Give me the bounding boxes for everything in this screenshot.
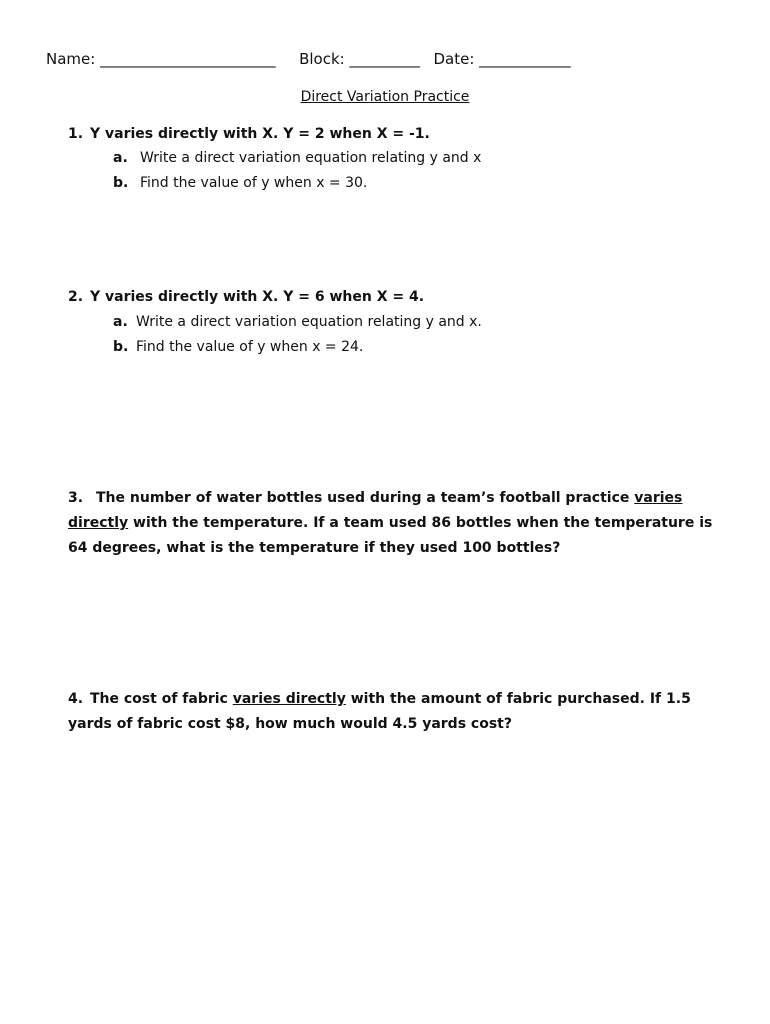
part-letter: b. (113, 339, 129, 355)
question-text: Y varies directly with X. Y = 6 when X = 4. (90, 289, 425, 305)
question-number: 2. (68, 289, 84, 305)
question-1 (68, 122, 728, 147)
header (46, 50, 570, 68)
date-field[interactable]: _____________ (479, 50, 571, 68)
part-letter: a. (113, 150, 128, 166)
date-label: Date: (433, 50, 480, 68)
name-field[interactable]: _________________________ (100, 50, 276, 68)
question-text-start: The number of water bottles used during a team’s football practice (96, 490, 635, 506)
question-1-part-b (113, 171, 367, 196)
question-number: 3. (68, 490, 84, 506)
underlined-term: varies directly (68, 490, 683, 531)
block-field[interactable]: __________ (349, 50, 420, 68)
question-2-part-a (113, 310, 482, 335)
part-text: Find the value of y when x = 24. (136, 339, 364, 355)
question-3 (68, 486, 728, 561)
question-4 (68, 687, 728, 737)
part-text: Write a direct variation equation relating y and x. (136, 314, 482, 330)
question-1-part-a (113, 146, 481, 171)
question-text-end: with the temperature. If a team used 86 bottles when the temperature is 64 degrees, what is the temperature if they used 100 bottles? (68, 515, 713, 556)
part-text: Find the value of y when x = 30. (140, 175, 368, 191)
page-title: Direct Variation Practice (300, 89, 470, 105)
question-2-part-b (113, 335, 363, 360)
underlined-term: varies directly (232, 691, 346, 707)
question-number: 1. (68, 126, 84, 142)
block-label: Block: (299, 50, 350, 68)
question-2 (68, 285, 728, 310)
question-text-start: The cost of fabric (90, 691, 233, 707)
name-label: Name: (46, 50, 101, 68)
part-text: Write a direct variation equation relating y and x (140, 150, 482, 166)
question-number: 4. (68, 691, 84, 707)
question-text-end: with the amount of fabric purchased. If 1.5 yards of fabric cost $8, how much would 4.5 yards cost? (68, 691, 691, 732)
question-text: Y varies directly with X. Y = 2 when X = -1. (90, 126, 430, 142)
part-letter: a. (113, 314, 128, 330)
part-letter: b. (113, 175, 129, 191)
